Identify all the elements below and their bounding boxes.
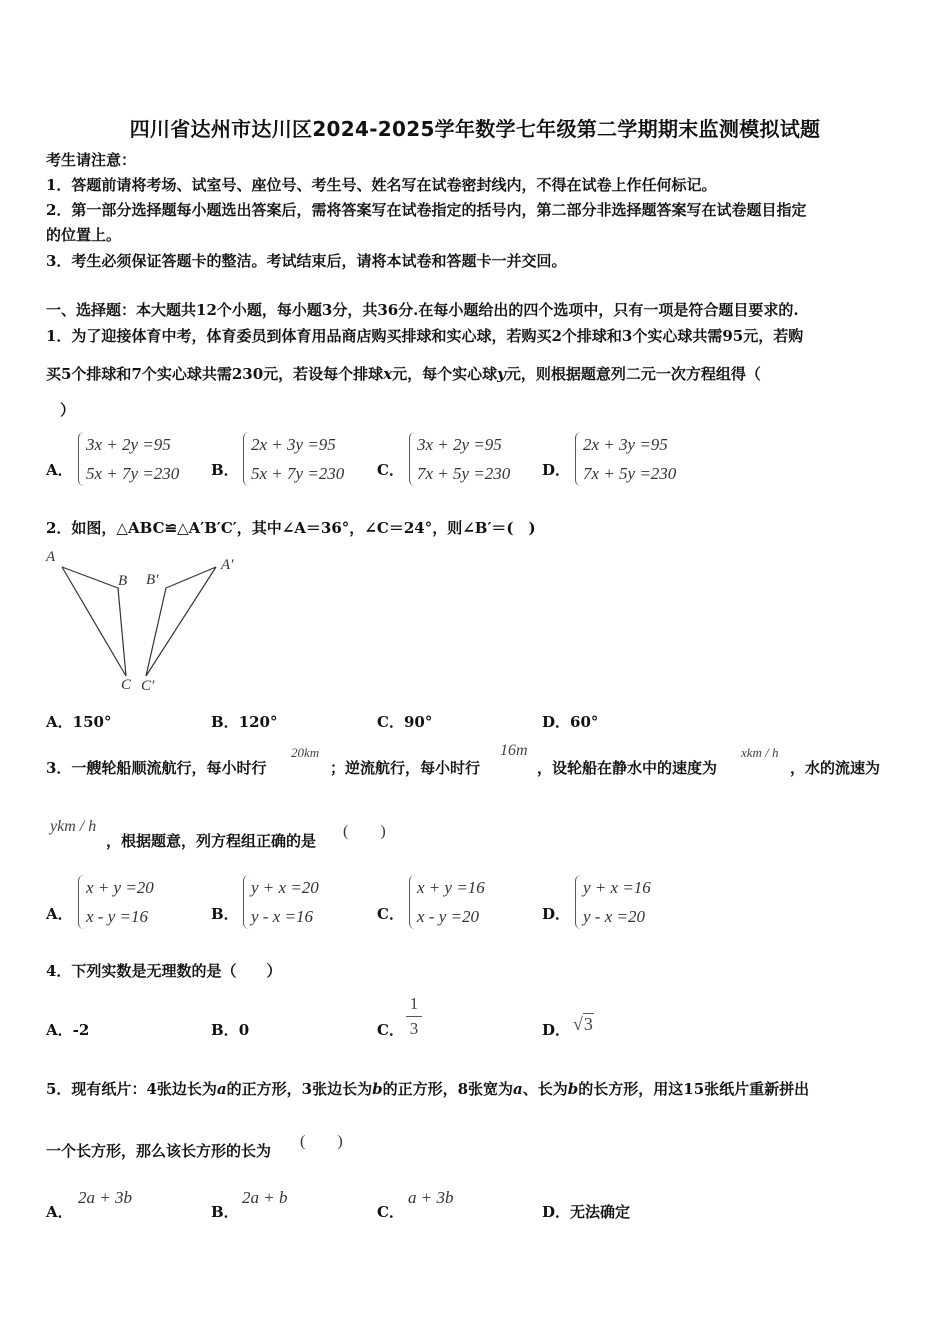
label-c-prime: C′: [141, 678, 155, 694]
q1-line3: ）: [60, 401, 76, 419]
q3-part4: ，水的流速为: [790, 759, 881, 777]
triangle-abc: [62, 567, 126, 676]
label-b: B: [118, 573, 128, 589]
q2-text: 2．如图，△ABC≌△A′B′C′，其中∠A＝36°，∠C＝24°，则∠B′＝( ): [46, 519, 536, 537]
q5-option-c-label[interactable]: C．: [377, 1203, 404, 1221]
page-title: 四川省达州市达川区2024-2025学年数学七年级第二学期期末监测模拟试题: [129, 117, 821, 141]
q5-option-a-value: 2a + 3b: [78, 1188, 132, 1207]
q4-sqrt: √3: [573, 1014, 593, 1034]
triangle-figure: [40, 545, 250, 695]
q2-option-c[interactable]: C．90°: [377, 713, 433, 731]
q3-math-downstream: 20km: [291, 745, 320, 760]
label-c: C: [121, 677, 132, 693]
notice-item: 的位置上。: [46, 226, 122, 244]
q1-option-a-label[interactable]: A．: [46, 461, 73, 479]
q3-part3: ，设轮船在静水中的速度为: [537, 759, 718, 777]
q5-option-d[interactable]: D．无法确定: [542, 1203, 631, 1221]
notice-heading: 考生请注意：: [46, 151, 137, 169]
q5-option-b-label[interactable]: B．: [211, 1203, 239, 1221]
q4-text: 4．下列实数是无理数的是（ ）: [46, 962, 282, 980]
label-a: A: [46, 549, 56, 565]
q2-option-a[interactable]: A．150°: [46, 713, 112, 731]
notice-item: 3．考生必须保证答题卡的整洁。考试结束后，请将本试卷和答题卡一并交回。: [46, 252, 567, 270]
brace-icon: [409, 875, 416, 929]
sqrt-icon: √: [573, 1014, 583, 1034]
q5-line2: 一个长方形，那么该长方形的长为: [46, 1142, 272, 1160]
q3-part1: 3．一艘轮船顺流航行，每小时行: [46, 759, 267, 777]
q3-option-d-system: y + x =16 y - x =20: [575, 873, 705, 933]
q5-line1: 5．现有纸片：4张边长为a的正方形，3张边长为b的正方形，8张宽为a、长为b的长方形，用这15张纸片重新拼出: [46, 1080, 810, 1098]
brace-icon: [78, 875, 85, 929]
q2-option-d[interactable]: D．60°: [542, 713, 599, 731]
brace-icon: [243, 432, 250, 486]
q5-option-a-label[interactable]: A．: [46, 1203, 73, 1221]
q2-option-b[interactable]: B．120°: [211, 713, 278, 731]
notice-item: 2．第一部分选择题每小题选出答案后，需将答案写在试卷指定的括号内，第二部分非选择题答案写在试卷题目指定: [46, 201, 807, 219]
q3-option-b-label[interactable]: B．: [211, 905, 239, 923]
q3-math-speed: xkm / h: [741, 745, 779, 760]
q1-option-b-system: 2x + 3y =95 5x + 7y =230: [243, 430, 373, 490]
q3-option-d-label[interactable]: D．: [542, 905, 571, 923]
q1-option-a-system: 3x + 2y =95 5x + 7y =230: [78, 430, 208, 490]
brace-icon: [575, 432, 582, 486]
q1-line2: 买5个排球和7个实心球共需230元，若设每个排球x元，每个实心球y元，则根据题意列二元一次方程组得（: [46, 365, 761, 383]
q4-option-c-label[interactable]: C．: [377, 1021, 404, 1039]
label-b-prime: B′: [146, 572, 159, 588]
brace-icon: [575, 875, 582, 929]
q1-option-b-label[interactable]: B．: [211, 461, 239, 479]
q3-math-upstream: 16m: [500, 742, 528, 759]
q4-option-a[interactable]: A．-2: [46, 1021, 90, 1039]
q3-option-b-system: y + x =20 y - x =16: [243, 873, 373, 933]
q3-answer-paren: ( ): [343, 823, 386, 840]
q5-option-c-value: a + 3b: [408, 1188, 454, 1207]
section-heading: 一、选择题：本大题共12个小题，每小题3分，共36分.在每小题给出的四个选项中，只有一项是符合题目要求的.: [46, 301, 799, 319]
q5-option-b-value: 2a + b: [242, 1188, 288, 1207]
q3-option-c-label[interactable]: C．: [377, 905, 404, 923]
q3-part2: ；逆流航行，每小时行: [330, 759, 481, 777]
brace-icon: [409, 432, 416, 486]
q3-option-a-system: x + y =20 x - y =16: [78, 873, 208, 933]
brace-icon: [243, 875, 250, 929]
q1-option-c-system: 3x + 2y =95 7x + 5y =230: [409, 430, 539, 490]
q3-option-c-system: x + y =16 x - y =20: [409, 873, 539, 933]
notice-item: 1．答题前请将考场、试室号、座位号、考生号、姓名写在试卷密封线内，不得在试卷上作任何标记。: [46, 176, 717, 194]
q3-math-current: ykm / h: [50, 818, 97, 835]
q1-option-c-label[interactable]: C．: [377, 461, 404, 479]
label-a-prime: A′: [221, 557, 234, 573]
q4-option-b[interactable]: B．0: [211, 1021, 250, 1039]
q1-line1: 1．为了迎接体育中考，体育委员到体育用品商店购买排球和实心球，若购买2个排球和3个实心球共需95元，若购: [46, 327, 804, 345]
q3-option-a-label[interactable]: A．: [46, 905, 73, 923]
q4-fraction: 1 3: [406, 994, 422, 1039]
q3-part5: ，根据题意，列方程组正确的是: [106, 832, 317, 850]
q1-option-d-system: 2x + 3y =95 7x + 5y =230: [575, 430, 705, 490]
brace-icon: [78, 432, 85, 486]
q4-option-d-label[interactable]: D．: [542, 1021, 571, 1039]
q5-answer-paren: ( ): [300, 1133, 343, 1150]
q1-option-d-label[interactable]: D．: [542, 461, 571, 479]
